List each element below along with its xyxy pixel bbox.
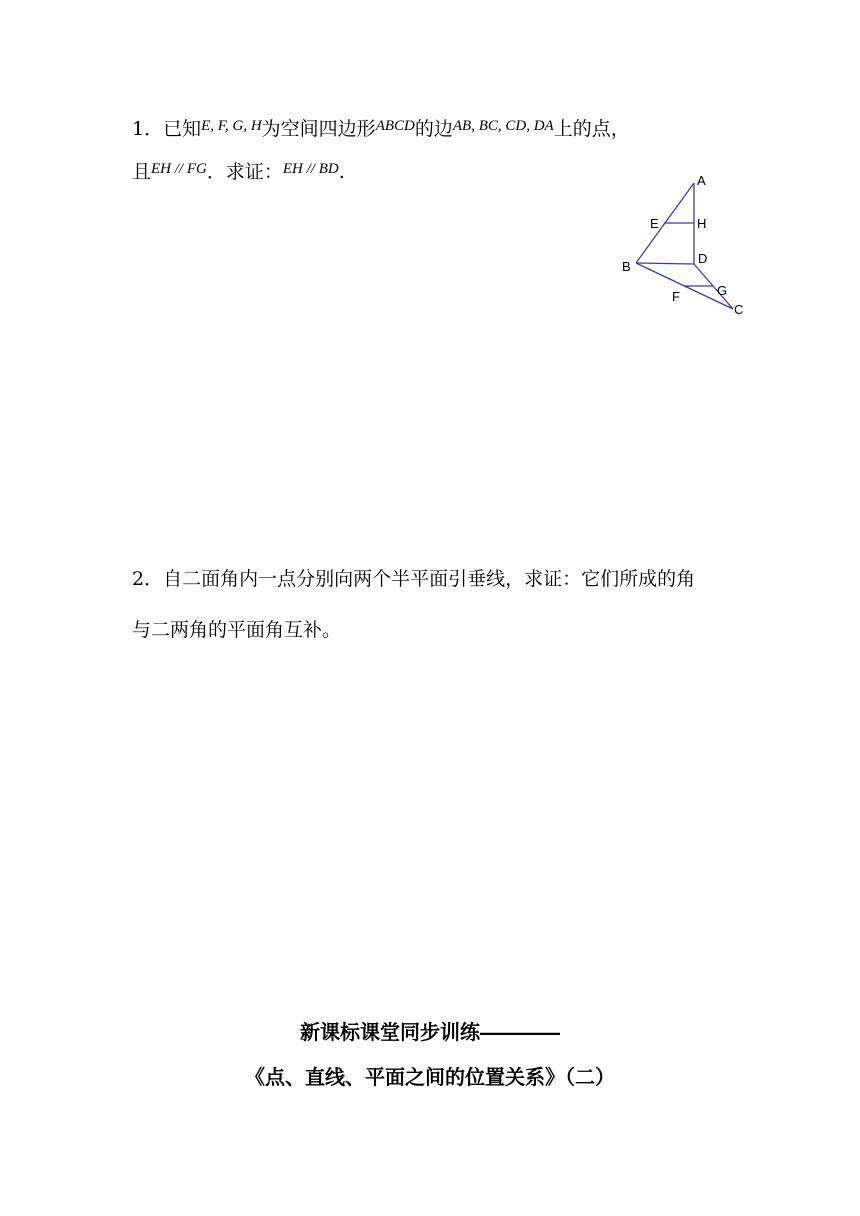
label-D: D [698,251,708,266]
problem1-prove-math: EH // BD [282,161,339,177]
problem1-prove-label: ．求证： [206,161,283,183]
figure-lines [636,183,733,309]
problem2-line1: 2．自二面角内一点分别向两个半平面引垂线，求证：它们所成的角 [132,568,696,590]
segment-DC [694,264,733,309]
problem1-line2 [132,160,345,186]
problem1-line1 [132,117,630,143]
problem1-math-points: E, F, G, H [201,118,262,134]
problem1-number: 1． [132,118,164,140]
footer-title-line2: 《点、直线、平面之间的位置关系》（二） [245,1065,615,1089]
segment-BC [636,263,733,309]
problem1-text-3: 的边 [414,118,453,140]
label-A: A [697,173,706,188]
problem2-line2: 与二两角的平面角互补。 [132,619,342,641]
segment-BD [636,263,694,264]
problem1-period: . [338,161,345,183]
label-C: C [734,302,744,317]
problem1-given-prefix: 且 [132,161,152,183]
label-G: G [717,283,728,298]
problem1-given-math: EH // FG [151,161,207,177]
problem1-math-sides: AB, BC, CD, DA [452,118,554,134]
problem1-text-1: 已知 [163,118,202,140]
segment-AB [636,183,694,263]
label-B: B [622,259,631,274]
problem1-text-4: 上的点， [553,118,630,140]
label-H: H [697,216,707,231]
footer-title-line1: 新课标课堂同步训练―――― [300,1020,560,1044]
problem1-math-quad: ABCD [375,118,415,134]
label-E: E [650,216,659,231]
problem1-text-2: 为空间四边形 [261,118,376,140]
label-F: F [672,289,680,304]
